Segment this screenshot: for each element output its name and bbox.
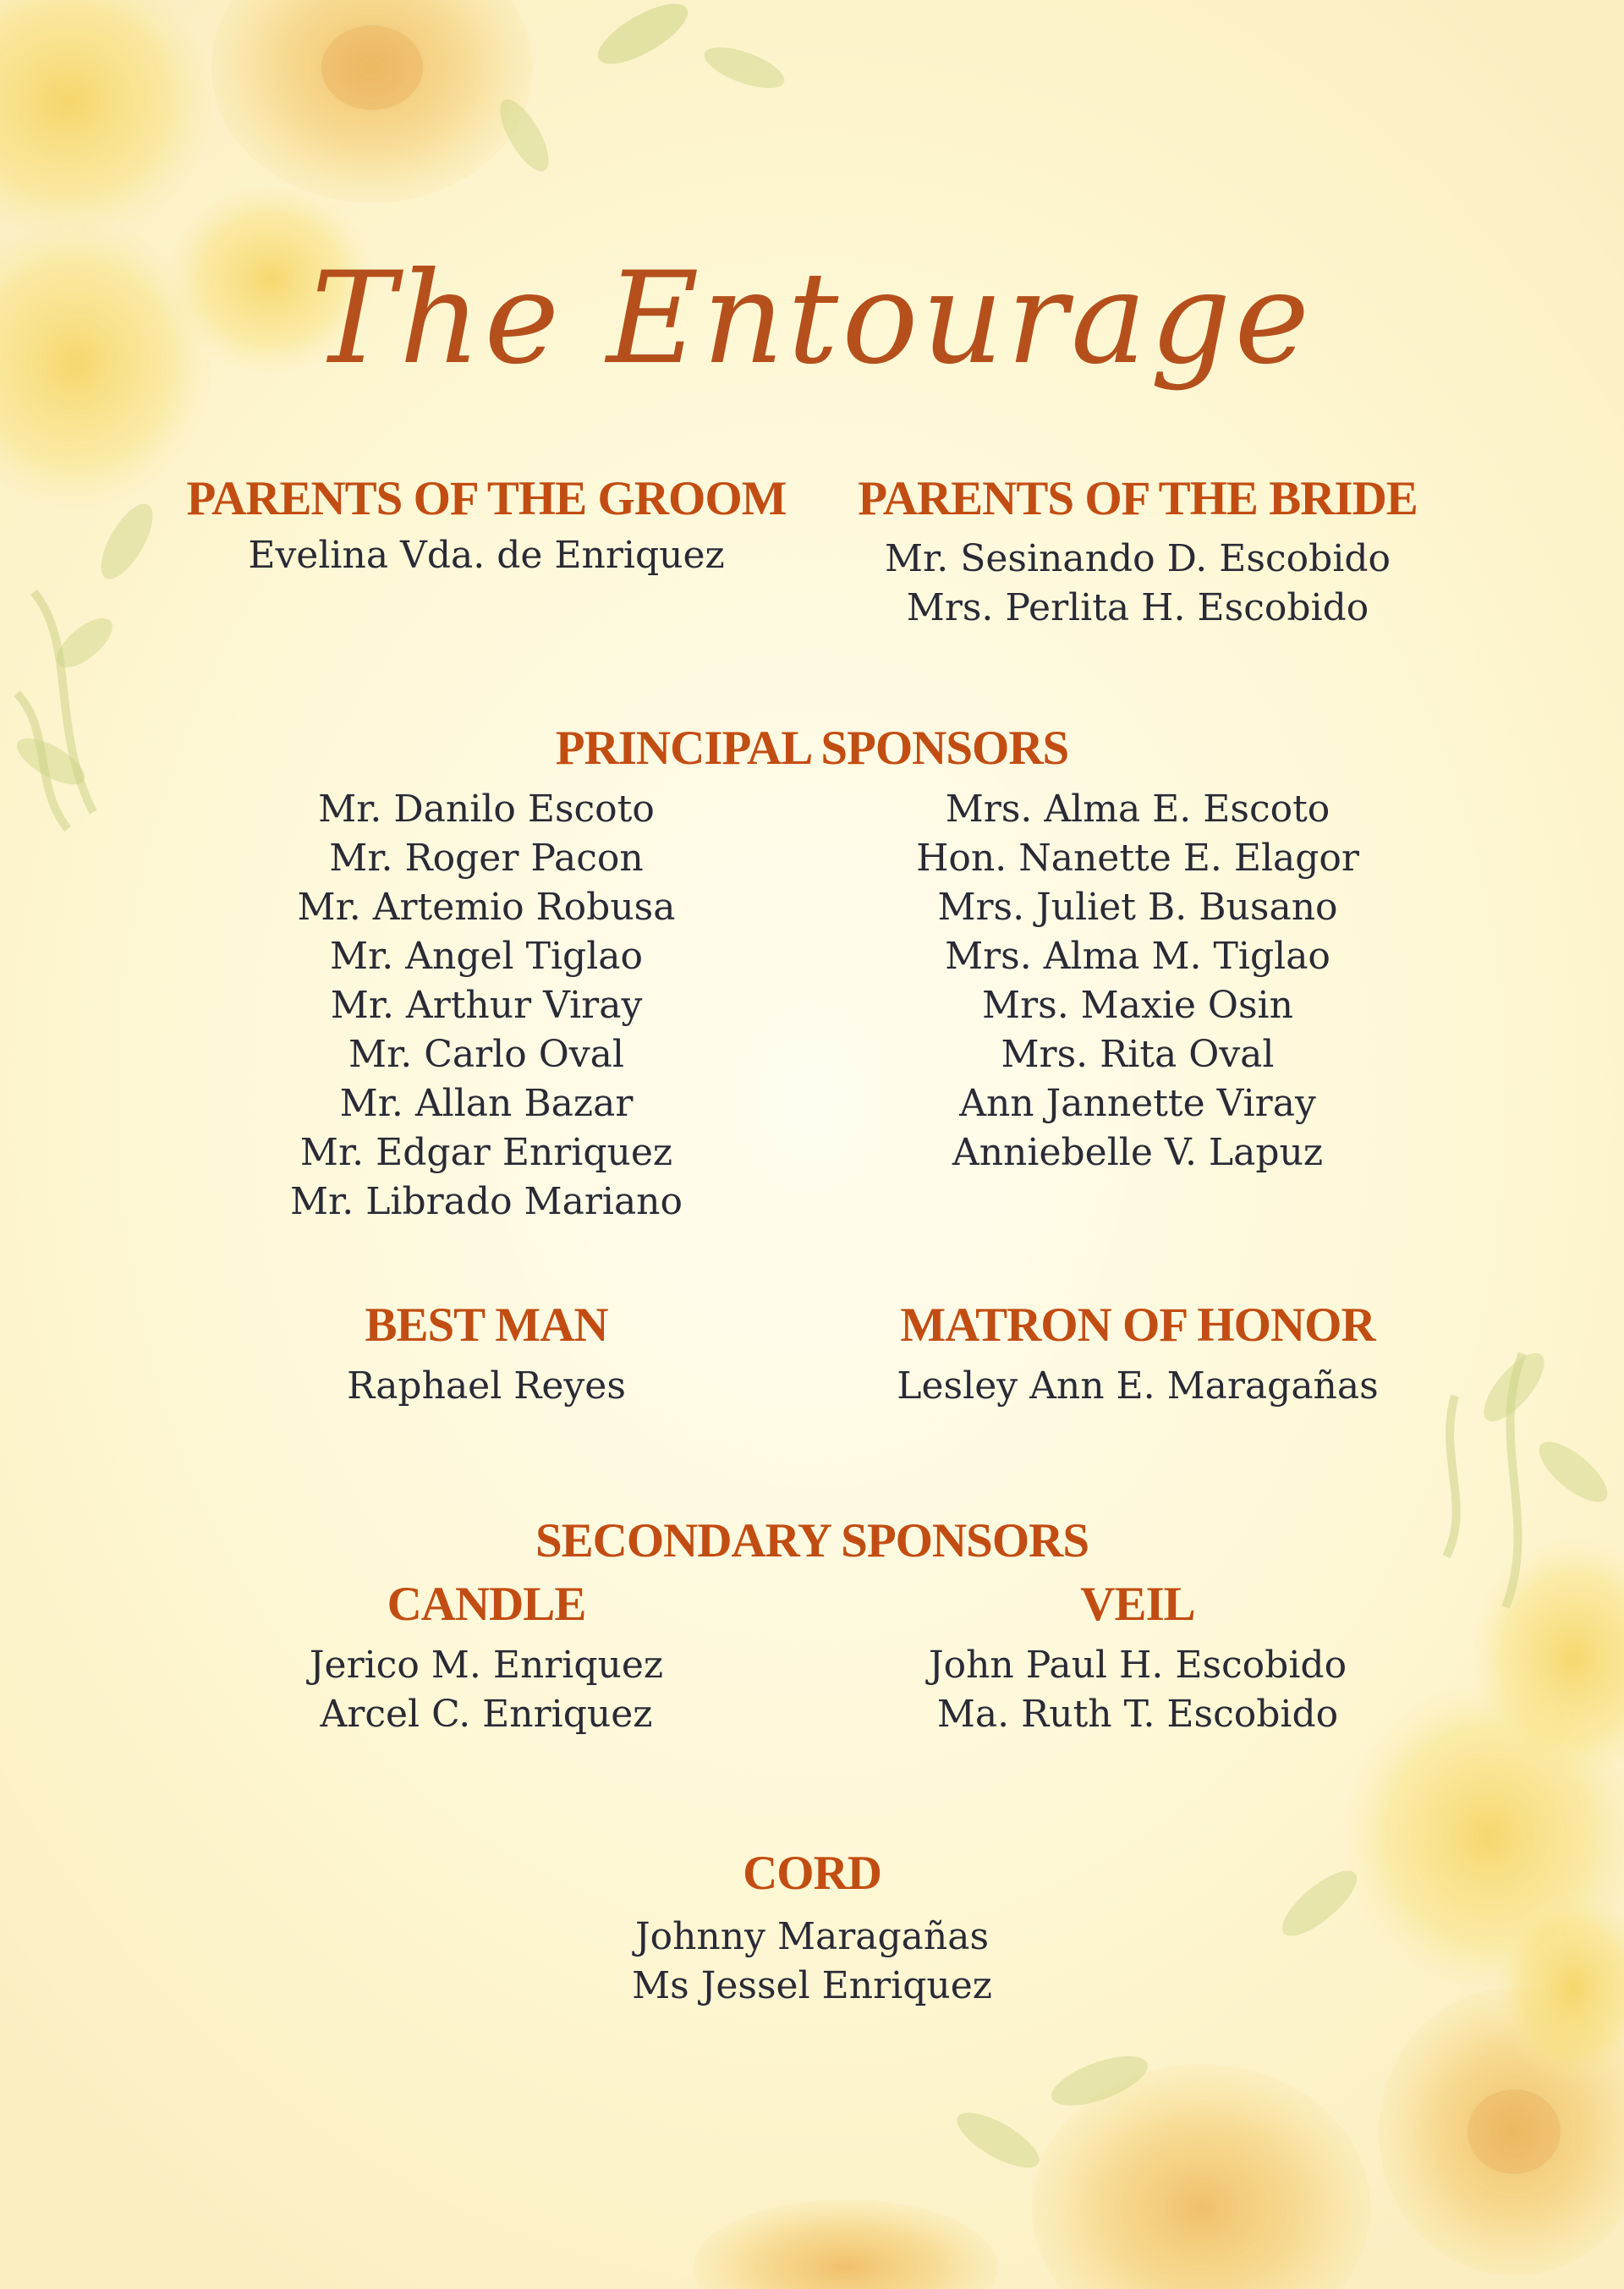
veil-names: [804, 1641, 1472, 1739]
name-line: Mrs. Alma M. Tiglao: [945, 935, 1330, 978]
name-line: Mr. Artemio Robusa: [297, 886, 676, 929]
name-line: Mrs. Perlita H. Escobido: [906, 586, 1369, 629]
name-line: Mr. Sesinando D. Escobido: [884, 537, 1391, 580]
parents-bride-heading: PARENTS OF THE BRIDE: [858, 472, 1418, 525]
cord-names: [0, 1913, 1624, 2011]
page-title: The Entourage: [310, 245, 1314, 392]
name-line: Mr. Roger Pacon: [329, 837, 644, 880]
name-line: Mr. Carlo Oval: [348, 1033, 624, 1076]
name-line: Lesley Ann E. Maragañas: [897, 1364, 1379, 1408]
principal-sponsors-heading: PRINCIPAL SPONSORS: [555, 722, 1069, 775]
name-line: Evelina Vda. de Enriquez: [248, 534, 725, 577]
name-line: Johnny Maragañas: [634, 1915, 990, 1958]
name-line: Mrs. Juliet B. Busano: [937, 886, 1338, 929]
name-line: Mrs. Maxie Osin: [982, 984, 1293, 1027]
parents-groom-heading: PARENTS OF THE GROOM: [186, 472, 787, 525]
name-line: Arcel C. Enriquez: [320, 1693, 653, 1736]
name-line: Mr. Edgar Enriquez: [299, 1131, 673, 1174]
name-line: Ms Jessel Enriquez: [632, 1964, 992, 2007]
secondary-sponsors-heading: SECONDARY SPONSORS: [535, 1514, 1089, 1567]
cord-heading: CORD: [743, 1847, 881, 1900]
name-line: John Paul H. Escobido: [928, 1644, 1347, 1687]
name-line: Mr. Danilo Escoto: [318, 788, 655, 831]
name-line: Anniebelle V. Lapuz: [952, 1131, 1324, 1174]
best-man-heading: BEST MAN: [365, 1298, 608, 1352]
name-line: Ann Jannette Viray: [959, 1082, 1316, 1125]
parents-bride-names: [804, 535, 1472, 633]
name-line: Mrs. Rita Oval: [1001, 1033, 1275, 1076]
candle-names: [152, 1641, 820, 1739]
name-line: Mr. Arthur Viray: [330, 984, 643, 1027]
principal-sponsors-right: [804, 785, 1472, 1177]
name-line: Mr. Librado Mariano: [289, 1180, 683, 1223]
best-man-names: [152, 1362, 820, 1411]
matron-heading: MATRON OF HONOR: [900, 1298, 1375, 1352]
name-line: Mr. Angel Tiglao: [330, 935, 643, 978]
candle-heading: CANDLE: [387, 1578, 586, 1631]
name-line: Jerico M. Enriquez: [309, 1644, 664, 1687]
parents-groom-names: [152, 531, 820, 580]
matron-names: [804, 1362, 1472, 1411]
name-line: Mrs. Alma E. Escoto: [945, 788, 1330, 831]
name-line: Ma. Ruth T. Escobido: [936, 1693, 1339, 1736]
name-line: Raphael Reyes: [347, 1364, 626, 1408]
name-line: Mr. Allan Bazar: [339, 1082, 634, 1125]
veil-heading: VEIL: [1080, 1578, 1195, 1631]
principal-sponsors-left: [152, 785, 820, 1227]
name-line: Hon. Nanette E. Elagor: [916, 837, 1359, 880]
